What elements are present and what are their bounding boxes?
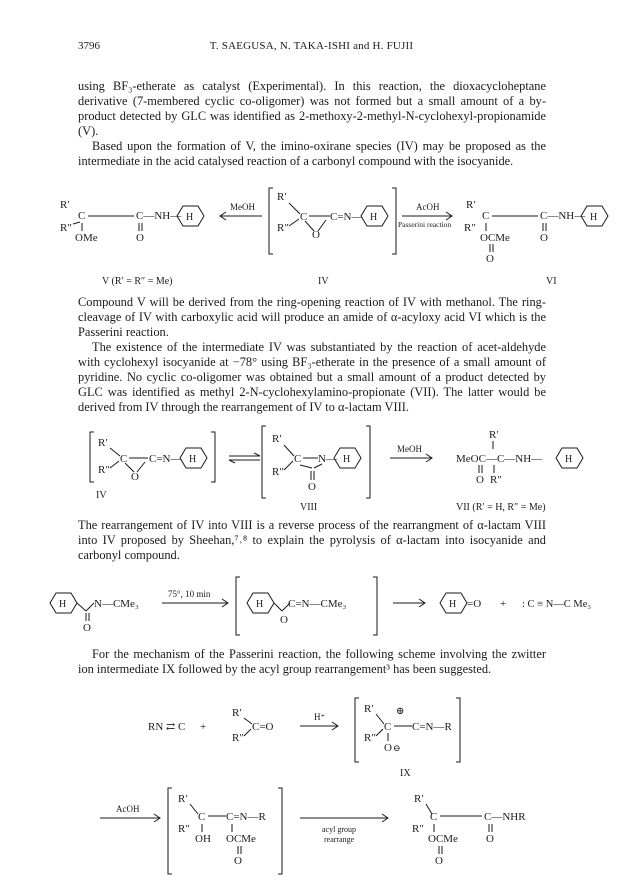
svg-text:H: H xyxy=(449,599,457,610)
svg-text:R′: R′ xyxy=(272,433,282,445)
svg-text:R″: R″ xyxy=(60,222,72,234)
paragraph-1-text: using BF₃-etherate as catalyst (Experimental). In this reaction, the dioxacycloheptane derivative (7-membered cyclic co-oligomer) was not formed but a small amount of a by-product detected by GLC was identified as 2-methoxy-2-methyl-N-cyclohexyl-propionamide (V). xyxy=(78,79,546,138)
svg-text:C: C xyxy=(78,210,86,222)
svg-text:C: C xyxy=(120,453,128,465)
scheme4-acoh: AcOH xyxy=(116,804,140,814)
svg-text:OMe: OMe xyxy=(75,232,98,244)
svg-text:OCMe: OCMe xyxy=(226,833,256,845)
svg-text:C: C xyxy=(294,453,302,465)
svg-text:R′: R′ xyxy=(466,199,476,211)
structure-viii xyxy=(262,426,370,498)
scheme-3 xyxy=(0,575,623,641)
paragraph-6-text: For the mechanism of the Passerini reaction, the following scheme involving the zwitter ion intermediate IX followed by the acyl group rearrangement³ has been suggested. xyxy=(78,647,546,676)
svg-text:C—NHR: C—NHR xyxy=(484,811,526,823)
scheme1-acoh: AcOH xyxy=(416,202,440,212)
svg-text:C=O: C=O xyxy=(252,721,274,733)
svg-text:O: O xyxy=(83,622,91,634)
svg-text:R′: R′ xyxy=(277,191,287,203)
scheme1-passerini: Passerini reaction xyxy=(398,220,452,229)
label-iv: IV xyxy=(318,276,329,287)
label-viii: VIII xyxy=(300,502,318,513)
svg-text:R′: R′ xyxy=(60,199,70,211)
svg-text:O: O xyxy=(384,742,392,754)
svg-text:C—NH—: C—NH— xyxy=(136,210,182,222)
structure-carbonyl xyxy=(232,707,274,744)
scheme-1 xyxy=(0,186,623,296)
page-number: 3796 xyxy=(78,40,100,52)
svg-text:R″: R″ xyxy=(412,823,424,835)
paragraph-3-text: Compound V will be derived from the ring-opening reaction of IV with methanol. The ring-cleavage of IV with carboxylic acid will produce an amide of α-acyloxy acid VI which is the Passerini reaction. xyxy=(78,295,546,339)
svg-text:H: H xyxy=(590,212,598,223)
svg-text:R′: R′ xyxy=(232,707,242,719)
svg-text:R″: R″ xyxy=(364,732,376,744)
paragraph-2-text: Based upon the formation of V, the imino-oxirane species (IV) may be proposed as the intermediate in the acid catalysed reaction of a carbonyl compound with the isocyanide. xyxy=(78,139,546,168)
structure-vi xyxy=(464,199,608,265)
svg-text:OH: OH xyxy=(195,833,211,845)
label-v: V (R′ = R″ = Me) xyxy=(102,276,173,287)
svg-text:H: H xyxy=(370,212,378,223)
svg-text:C=N—R: C=N—R xyxy=(412,721,452,733)
svg-text:C: C xyxy=(300,211,308,223)
svg-text:O: O xyxy=(308,481,316,493)
running-header: T. SAEGUSA, N. TAKA-ISHI and H. FUJII xyxy=(209,40,414,52)
structure-v xyxy=(60,199,204,244)
svg-text:⊖: ⊖ xyxy=(393,743,401,753)
svg-text:O: O xyxy=(486,833,494,845)
svg-text:N—CMe₃: N—CMe₃ xyxy=(94,598,139,610)
svg-text:H: H xyxy=(256,599,264,610)
label-vi: VI xyxy=(546,276,557,287)
structure-vii xyxy=(456,429,583,486)
paragraph-4-text: The existence of the intermediate IV was substantiated by the reaction of acet-aldehyde with cyclohexyl isocyanide at −78° using BF₃-etherate in the presence of a small amount of pyridine. No cyclic co-oligomer was obtained but a small amount of a product detected by GLC was identified as methyl 2-N-cyclohexylamino-propionate (VII). The latter would be derived from IV through the rearrangement of IV to α-lactam VIII. xyxy=(78,340,546,414)
scheme4-reactant: RN ⇄ C xyxy=(148,721,186,733)
svg-text:R″: R″ xyxy=(178,823,190,835)
svg-text:C: C xyxy=(198,811,206,823)
svg-text:O: O xyxy=(476,474,484,486)
svg-text:H: H xyxy=(59,599,67,610)
svg-text:R′: R′ xyxy=(414,793,424,805)
svg-text:=O: =O xyxy=(467,598,482,610)
svg-text:O: O xyxy=(435,855,443,867)
structure-iv-2 xyxy=(90,432,215,483)
scheme-4 xyxy=(0,696,623,881)
scheme3-condition: 75°, 10 min xyxy=(168,589,211,599)
svg-text:O: O xyxy=(234,855,242,867)
svg-text:C: C xyxy=(430,811,438,823)
svg-text:R″: R″ xyxy=(272,466,284,478)
structure-iv xyxy=(269,188,396,254)
svg-text:H: H xyxy=(186,212,194,223)
svg-text:R″: R″ xyxy=(490,474,502,486)
svg-text:R′: R′ xyxy=(364,703,374,715)
svg-text:C: C xyxy=(384,721,392,733)
svg-text:H: H xyxy=(189,454,197,465)
svg-text:R′: R′ xyxy=(489,429,499,441)
svg-text:R″: R″ xyxy=(277,222,289,234)
svg-text:R″: R″ xyxy=(464,222,476,234)
svg-text:O: O xyxy=(486,253,494,265)
scheme4-plus: + xyxy=(200,721,207,733)
svg-text:C=N—: C=N— xyxy=(330,211,363,223)
svg-text:R″: R″ xyxy=(98,464,110,476)
scheme1-meoh: MeOH xyxy=(230,202,255,212)
svg-text:H: H xyxy=(565,454,573,465)
structure-vi-2 xyxy=(412,793,526,867)
paragraph-3 xyxy=(78,295,546,340)
svg-text:O: O xyxy=(280,614,288,626)
scheme4-catalyst: H⁺ xyxy=(314,712,326,722)
structure-x xyxy=(168,788,282,874)
scheme2-meoh: MeOH xyxy=(397,444,422,454)
svg-text:N—: N— xyxy=(318,453,337,465)
paragraph-5-text: The rearrangement of IV into VIII is a reverse process of the rearrangment of α-lactam VIII into IV proposed by Sheehan,⁷˒⁸ to explain the pyrolysis of α-lactam into isocyanide and carbonyl compound. xyxy=(78,518,546,562)
svg-text:O: O xyxy=(540,232,548,244)
structure-alpha-lactam xyxy=(50,593,139,634)
svg-text:⊕: ⊕ xyxy=(396,706,405,717)
label-ix: IX xyxy=(400,768,411,779)
paragraph-2 xyxy=(78,139,546,169)
structure-cyclohexanone xyxy=(440,593,481,613)
svg-text:O: O xyxy=(131,471,139,483)
paragraph-5 xyxy=(78,518,546,563)
svg-text:H: H xyxy=(343,454,351,465)
svg-text:C=N—: C=N— xyxy=(149,453,182,465)
scheme3-isocyanide: : C ≡ N—C Me₃ xyxy=(522,599,592,610)
paragraph-1 xyxy=(78,79,546,139)
svg-text:OCMe: OCMe xyxy=(428,833,458,845)
structure-ix xyxy=(355,698,460,762)
svg-text:R″: R″ xyxy=(232,732,244,744)
scheme-2 xyxy=(0,428,623,528)
label-vii: VII (R′ = H, R″ = Me) xyxy=(456,502,546,513)
svg-text:C: C xyxy=(482,210,490,222)
structure-oxirane-iminium xyxy=(236,577,377,635)
scheme4-rearr-1: acyl group xyxy=(322,825,356,834)
paragraph-4 xyxy=(78,340,546,415)
svg-text:O: O xyxy=(136,232,144,244)
svg-text:R′: R′ xyxy=(98,437,108,449)
scheme3-plus: + xyxy=(500,598,507,610)
label-iv-2: IV xyxy=(96,490,107,501)
svg-text:O: O xyxy=(312,229,320,241)
svg-text:OCMe: OCMe xyxy=(480,232,510,244)
svg-text:C=N—R: C=N—R xyxy=(226,811,266,823)
svg-text:C=N—CMe₃: C=N—CMe₃ xyxy=(288,598,347,610)
svg-text:MeOC—C—NH—: MeOC—C—NH— xyxy=(456,453,543,465)
svg-text:R′: R′ xyxy=(178,793,188,805)
scheme4-rearr-2: rearrange xyxy=(324,835,355,844)
svg-text:C—NH—: C—NH— xyxy=(540,210,586,222)
paragraph-6 xyxy=(78,647,546,677)
